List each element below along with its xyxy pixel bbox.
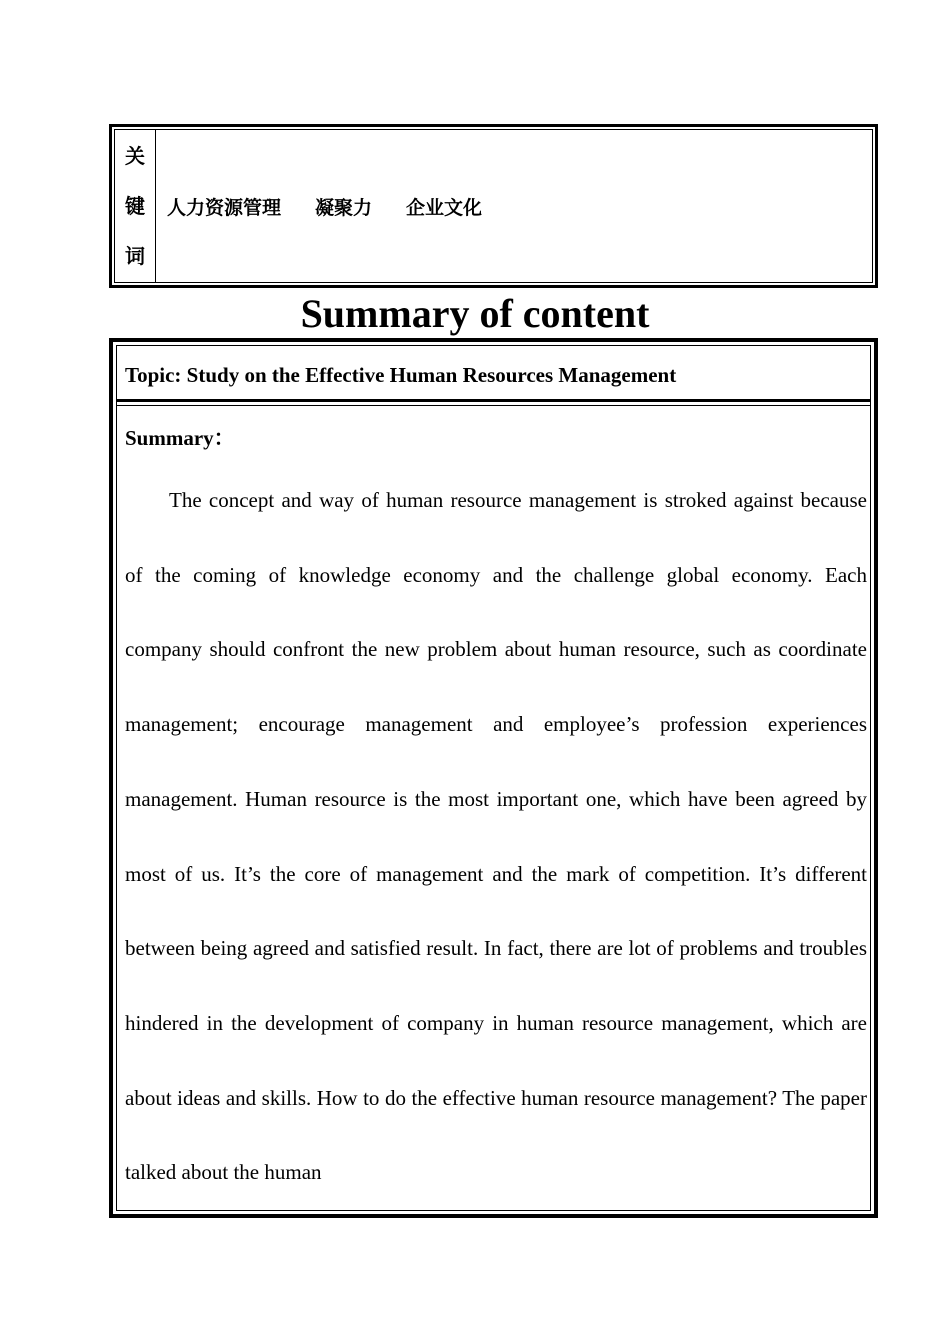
keywords-label-char: 键 bbox=[125, 194, 145, 218]
keywords-label-char: 关 bbox=[125, 144, 145, 168]
topic-divider bbox=[117, 399, 870, 402]
keywords-values bbox=[167, 130, 516, 282]
keyword-item: 企业文化 bbox=[406, 196, 483, 219]
keyword-item: 凝聚力 bbox=[315, 196, 373, 219]
page-title: Summary of content bbox=[300, 291, 650, 336]
keywords-table-inner bbox=[114, 129, 873, 283]
keywords-label bbox=[115, 130, 156, 282]
summary-table bbox=[109, 338, 878, 1218]
topic-heading: Topic: Study on the Effective Human Resources Management bbox=[125, 363, 677, 387]
keyword-item: 人力资源管理 bbox=[167, 196, 282, 219]
keywords-table bbox=[109, 124, 878, 288]
keywords-label-char: 词 bbox=[125, 244, 145, 268]
topic-divider-thin bbox=[117, 405, 870, 406]
summary-label: Summary： bbox=[125, 426, 235, 450]
summary-table-inner bbox=[116, 345, 871, 1211]
summary-body: The concept and way of human resource management is stroked against because of the coming of knowledge economy and the challenge global economy. Each company should confront the new problem about human resource, such as coordinate management; encourage management and employee’s profession experiences management. Human resource is the most important one, which have been agreed by most of us. It’s the core of management and the mark of competition. It’s different between being agreed and satisfied result. In fact, there are lot of problems and troubles hindered in the development of company in human resource management, which are about ideas and skills. How to do the effective human resource management? The paper talked about the human bbox=[125, 488, 867, 1185]
